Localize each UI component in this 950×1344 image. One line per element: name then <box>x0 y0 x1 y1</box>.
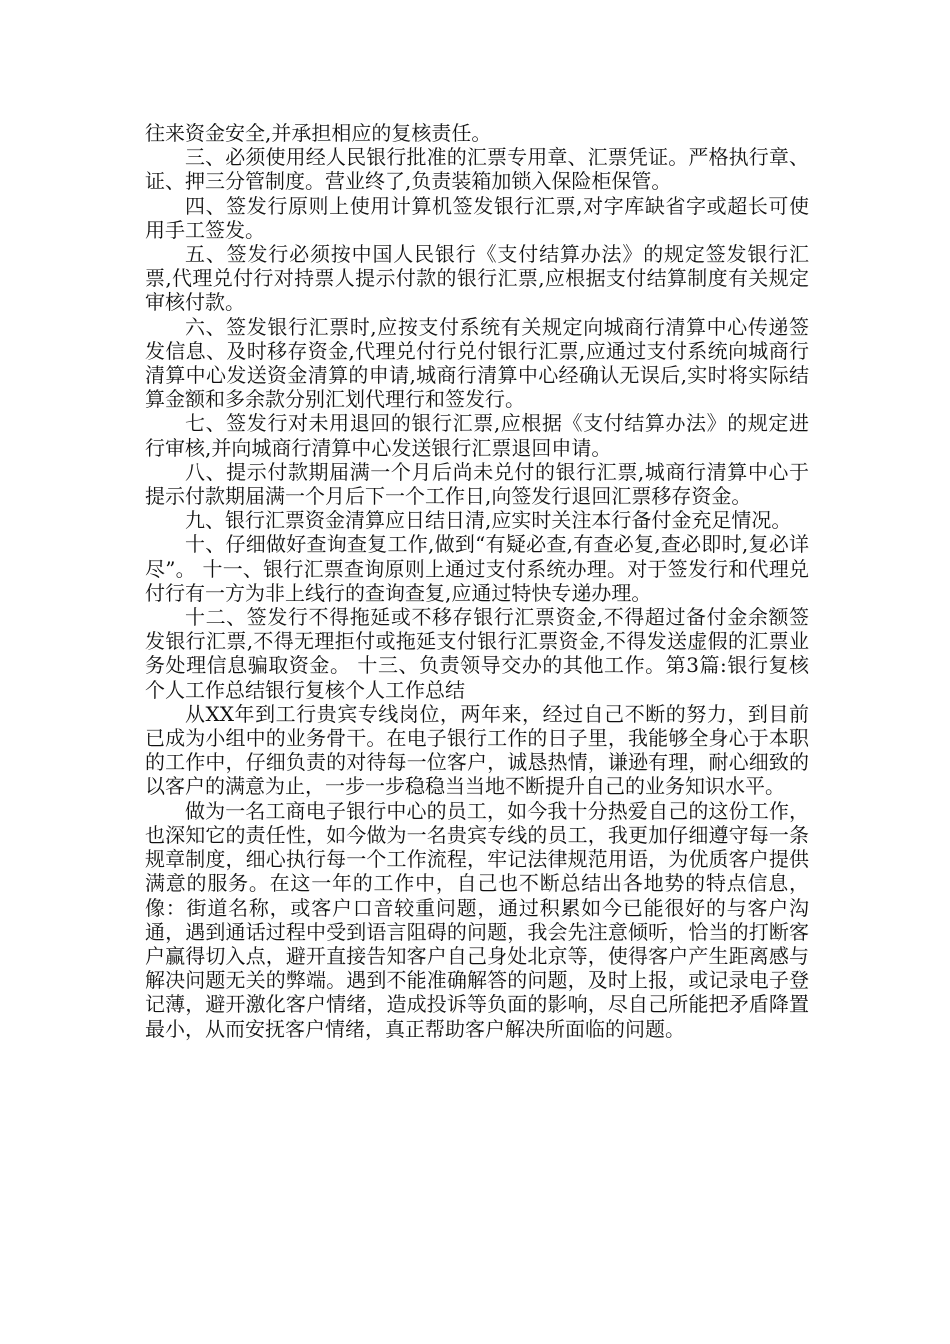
paragraph: 九、银行汇票资金清算应日结日清,应实时关注本行备付金充足情况。 <box>185 508 792 533</box>
paragraph: 七、签发行对未用退回的银行汇票,应根据《支付结算办法》的规定进行审核,并向城商行清算中心发送银行汇票退回申请。 <box>145 411 809 460</box>
paragraph: 五、签发行必须按中国人民银行《支付结算办法》的规定签发银行汇票,代理兑付行对持票人提示付款的银行汇票,应根据支付结算制度有关规定审核付款。 <box>145 242 809 315</box>
paragraph: 十二、签发行不得拖延或不移存银行汇票资金,不得超过备付金余额签发银行汇票,不得无理拒付或拖延支付银行汇票资金,不得发送虚假的汇票业务处理信息骗取资金。 十三、负责领导交办的其他工作。第3篇:银行复核个人工作总结银行复核个人工作总结 <box>145 605 809 702</box>
paragraph: 十、仔细做好查询查复工作,做到“有疑必查,有查必复,查必即时,复必详尽”。 十一、银行汇票查询原则上通过支付系统办理。对于签发行和代理兑付行有一方为非上线行的查询查复,应通过特快专递办理。 <box>145 532 809 605</box>
document-body <box>145 121 809 1041</box>
paragraph: 三、必须使用经人民银行批准的汇票专用章、汇票凭证。严格执行章、证、押三分管制度。营业终了,负责装箱加锁入保险柜保管。 <box>145 145 809 194</box>
paragraph: 四、签发行原则上使用计算机签发银行汇票,对字库缺省字或超长可使用手工签发。 <box>145 193 809 242</box>
paragraph: 八、提示付款期届满一个月后尚未兑付的银行汇票,城商行清算中心于提示付款期届满一个月后下一个工作日,向签发行退回汇票移存资金。 <box>145 459 809 509</box>
paragraph: 做为一名工商电子银行中心的员工，如今我十分热爱自己的这份工作，也深知它的责任性，如今做为一名贵宾专线的员工，我更加仔细遵守每一条规章制度，细心执行每一个工作流程，牢记法律规范用语，为优质客户提供满意的服务。在这一年的工作中，自己也不断总结出各地势的特点信息，像：街道名称，或客户口音较重问题，通过积累如今已能很好的与客户沟通，遇到通话过程中受到语言阻碍的问题，我会先注意倾听，恰当的打断客户赢得切入点，避开直接告知客户自己身处北京等，使得客户产生距离感与解决问题无关的弊端。遇到不能准确解答的问题，及时上报，或记录电子登记薄，避开激化客户情绪，造成投诉等负面的影响，尽自己所能把矛盾降置最小，从而安抚客户情绪，真正帮助客户解决所面临的问题。 <box>145 798 809 1041</box>
paragraph: 六、签发银行汇票时,应按支付系统有关规定向城商行清算中心传递签发信息、及时移存资金,代理兑付行兑付银行汇票,应通过支付系统向城商行清算中心发送资金清算的申请,城商行清算中心经确认无误后,实时将实际结算金额和多余款分别汇划代理行和签发行。 <box>145 314 809 412</box>
paragraph: 从XX年到工行贵宾专线岗位，两年来，经过自己不断的努力，到目前已成为小组中的业务骨干。在电子银行工作的日子里，我能够全身心于本职的工作中，仔细负责的对待每一位客户，诚恳热情，谦逊有理，耐心细致的以客户的满意为止，一步一步稳稳当当地不断提升自己的业务知识水平。 <box>145 701 809 799</box>
paragraph: 往来资金安全,并承担相应的复核责任。 <box>145 121 492 145</box>
